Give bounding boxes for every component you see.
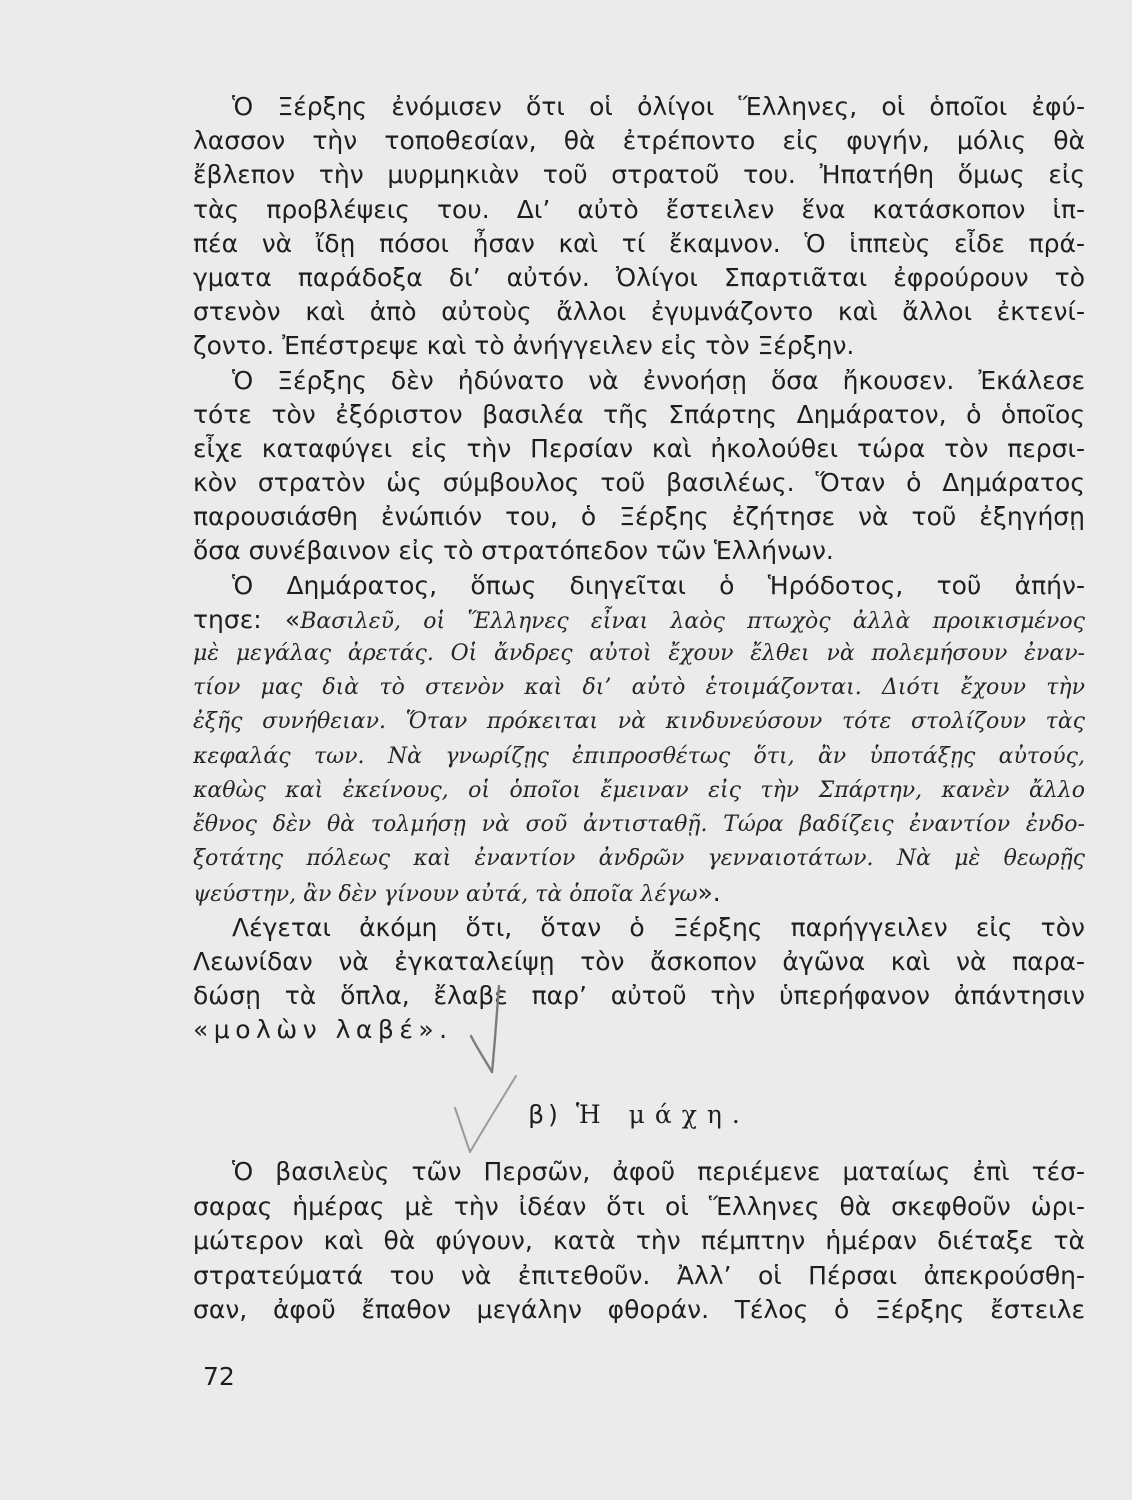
quote-line: ἔθνος δὲν θὰ τολμήσῃ νὰ σοῦ ἀντισταθῇ. Τώρα βαδίζεις ἐναντίον ἐνδο- [193, 811, 1085, 837]
quote-line: ξοτάτης πόλεως καὶ ἐναντίον ἀνδρῶν γενναιοτάτων. Νὰ μὲ θεωρῇς [193, 846, 1085, 872]
text-line: στενὸν καὶ ἀπὸ αὐτοὺς ἄλλοι ἐγυμνάζοντο καὶ ἄλλοι ἐκτενί- [193, 297, 1085, 327]
text-line: Λεωνίδαν νὰ ἐγκαταλείψῃ τὸν ἄσκοπον ἀγῶνα καὶ νὰ παρα- [193, 946, 1085, 976]
text-line: δώσῃ τὰ ὅπλα, ἔλαβε παρ’ αὐτοῦ τὴν ὑπερήφανον ἀπάντησιν [193, 980, 1085, 1010]
text-line: στρατεύματά του νὰ ἐπιτεθοῦν. Ἀλλ’ οἱ Πέρσαι ἀπεκρούσθη- [193, 1260, 1085, 1290]
quote-lead: τησε: « [193, 604, 301, 634]
text-block-upper [193, 90, 1085, 1047]
text-line: εἶχε καταφύγει εἰς τὴν Περσίαν καὶ ἠκολούθει τώρα τὸν περσι- [193, 433, 1085, 463]
section-heading [193, 1097, 1085, 1133]
text-line: μώτερον καὶ θὰ φύγουν, κατὰ τὴν πέμπτην ἡμέραν διέταξε τὰ [193, 1226, 1085, 1256]
quote-line: καθὼς καὶ ἐκείνους, οἱ ὁποῖοι ἔμειναν εἰς τὴν Σπάρτην, κανὲν ἄλλο [193, 777, 1085, 803]
text-line: Λέγεται ἀκόμη ὅτι, ὅταν ὁ Ξέρξης παρήγγειλεν εἰς τὸν [232, 912, 1085, 942]
text-line: πέα νὰ ἴδῃ πόσοι ἦσαν καὶ τί ἔκαμνον. Ὁ ἱππεὺς εἶδε πρά- [193, 228, 1085, 258]
quote-text: ψεύστην, ἂν δὲν γίνουν αὐτά, τὰ ὁποῖα λέγω [193, 882, 698, 908]
text-line: ὅσα συνέβαινον εἰς τὸ στρατόπεδον τῶν Ἑλλήνων. [193, 536, 834, 566]
text-line: τὰς προβλέψεις του. Δι’ αὐτὸ ἔστειλεν ἕνα κατάσκοπον ἱπ- [193, 194, 1085, 224]
text-line: Ὁ βασιλεὺς τῶν Περσῶν, ἀφοῦ περιέμενε ματαίως ἐπὶ τέσ- [232, 1157, 1085, 1186]
text-line: ἔβλεπον τὴν μυρμηκιὰν τοῦ στρατοῦ του. Ἠπατήθη ὅμως εἰς [193, 160, 1085, 190]
text-line: Ὁ Δημάρατος, ὅπως διηγεῖται ὁ Ἡρόδοτος, τοῦ ἀπήν- [232, 570, 1085, 600]
text-line: ζοντο. Ἐπέστρεψε καὶ τὸ ἀνήγγειλεν εἰς τὸν Ξέρξην. [193, 331, 855, 361]
text-line: κὸν στρατὸν ὡς σύμβουλος τοῦ βασιλέως. Ὅταν ὁ Δημάρατος [193, 468, 1085, 498]
text-line: Ὁ Ξέρξης ἐνόμισεν ὅτι οἱ ὀλίγοι Ἕλληνες, οἱ ὁποῖοι ἐφύ- [232, 92, 1085, 121]
quote-line [193, 876, 1085, 910]
text-line: λασσον τὴν τοποθεσίαν, θὰ ἐτρέποντο εἰς φυγήν, μόλις θὰ [193, 126, 1085, 156]
text-line: «μολὼν λαβέ». [193, 1015, 453, 1045]
quote-line: μὲ μεγάλας ἀρετάς. Οἱ ἄνδρες αὐτοὶ ἔχουν ἔλθει νὰ πολεμήσουν ἐναν- [193, 641, 1085, 666]
quote-text: Βασιλεῦ, οἱ Ἕλληνες εἶναι λαὸς πτωχὸς ἀλλὰ προικισμένος [300, 608, 1085, 634]
quote-line: κεφαλάς των. Νὰ γνωρίζῃς ἐπιπροσθέτως ὅτι, ἂν ὑποτάξῃς αὐτούς, [193, 743, 1085, 769]
text-line: γματα παράδοξα δι’ αὐτόν. Ὀλίγοι Σπαρτιᾶται ἐφρούρουν τὸ [193, 262, 1085, 292]
section-number: β) [528, 1100, 562, 1129]
text-line [193, 603, 1085, 637]
quote-close: ». [697, 878, 721, 908]
text-line: Ὁ Ξέρξης δὲν ἠδύνατο νὰ ἐννοήσῃ ὅσα ἤκουσεν. Ἐκάλεσε [232, 365, 1085, 395]
page-number: 72 [203, 1362, 235, 1391]
quote-line: ἐξῆς συνήθειαν. Ὅταν πρόκειται νὰ κινδυνεύσουν τότε στολίζουν τὰς [193, 709, 1085, 735]
section-title: Ἡ μάχη. [575, 1100, 750, 1129]
text-line: σαρας ἡμέρας μὲ τὴν ἰδέαν ὅτι οἱ Ἕλληνες θὰ σκεφθοῦν ὡρι- [193, 1191, 1085, 1221]
text-line: παρουσιάσθη ἐνώπιόν του, ὁ Ξέρξης ἐζήτησε νὰ τοῦ ἐξηγήσῃ [193, 502, 1085, 532]
text-block-lower [193, 1155, 1085, 1328]
quote-line: τίον μας διὰ τὸ στενὸν καὶ δι’ αὐτὸ ἑτοιμάζονται. Διότι ἔχουν τὴν [193, 675, 1085, 701]
text-line: σαν, ἀφοῦ ἔπαθον μεγάλην φθοράν. Τέλος ὁ Ξέρξης ἔστειλε [193, 1295, 1085, 1325]
text-line: τότε τὸν ἐξόριστον βασιλέα τῆς Σπάρτης Δημάρατον, ὁ ὁποῖος [193, 399, 1085, 429]
